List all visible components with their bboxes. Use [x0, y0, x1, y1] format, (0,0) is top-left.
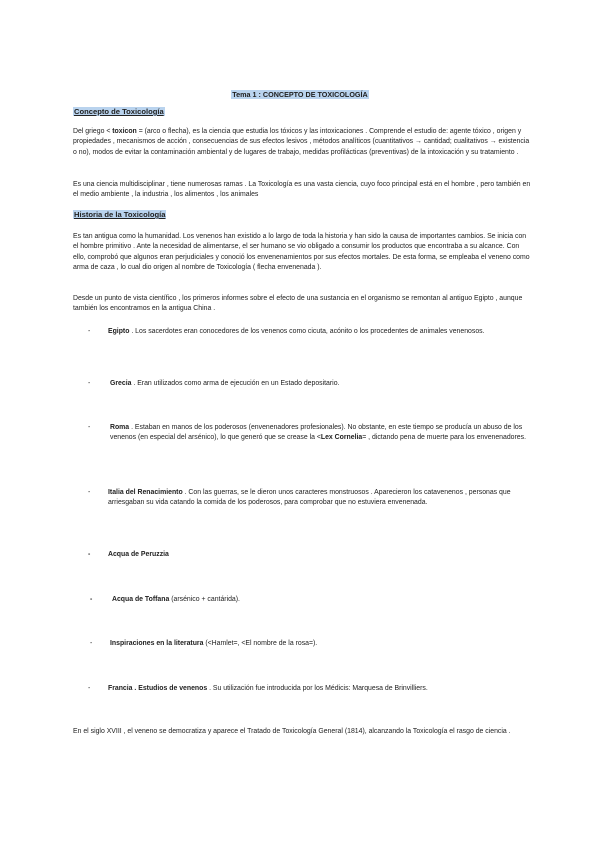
title-container [0, 84, 600, 102]
section-heading-historia: Historia de la Toxicología [74, 210, 166, 219]
list-item-term: Francia . Estudios de venenos [108, 685, 208, 692]
closing-paragraph: En el siglo XVIII , el veneno se democratiza y aparece el Tratado de Toxicología General (1814), alcanzando la Toxicología el rasgo de ciencia . [73, 728, 511, 735]
list-bullet: - [88, 424, 91, 431]
list-bullet: - [88, 380, 91, 387]
list-bullet: - [88, 685, 91, 692]
list-item-text: (arsénico + cantárida). [169, 596, 240, 603]
list-item-text: . Los sacerdotes eran conocedores de los venenos como cicuta, acónito o los procedentes de animales venenosos. [129, 328, 485, 335]
paragraph-rest: = (arco o flecha), es la ciencia que estudia los tóxicos y las intoxicaciones . Comprende el estudio de: agente tóxico , origen y propiedades , mecanismos de acción , consecuencias de sus efectos lesivos , métodos analíticos (cuantitativos → cantidad; cualitativos → existencia o no), modos de evitar la contaminación ambiental y de lugares de trabajo, medidas profilácticas (preventivas) de la intoxicación y su tratamiento . [73, 128, 530, 156]
list-item-term: Acqua de Toffana [112, 596, 170, 603]
list-item-text-2: = , dictando pena de muerte para los envenenadores. [362, 434, 527, 442]
paragraph-historia-1: Es tan antigua como la humanidad. Los venenos han existido a lo largo de toda la historia y han sido la causa de importantes cambios. Se inicia con el hombre primitivo . Ante la necesidad de alimentarse, el ser humano se vio obligado a consumir los productos que encontraba a su alcance. Con ello, comprobó que algunos eran perjudiciales y conoció los envenenamientos por sus efectos mortales. De esta forma, se empleaba el veneno como arma de caza , lo cual dio origen al nombre de Toxicología ( flecha envenenada ). [73, 233, 530, 272]
document-title: Tema 1 : CONCEPTO DE TOXICOLOGÍA [232, 90, 368, 99]
list-item-term: Italia del Renacimiento [108, 489, 183, 496]
list-item-term: Egipto [108, 328, 130, 335]
list-bullet: - [88, 551, 91, 558]
list-item-text: (<Hamlet=, <El nombre de la rosa=). [203, 640, 318, 647]
list-bullet: - [90, 596, 93, 603]
paragraph-prefix: Del griego < [73, 128, 113, 135]
list-item-term-lex: Lex Cornelia [320, 434, 363, 442]
paragraph-concepto-1 [73, 127, 531, 158]
list-bullet: - [88, 489, 91, 496]
section-heading-concepto: Concepto de Toxicología [74, 107, 164, 116]
list-bullet: - [88, 328, 91, 335]
list-bullet: - [90, 640, 93, 647]
list-item-term: Acqua de Peruzzia [108, 551, 169, 558]
list-item-term: Roma [110, 424, 130, 431]
list-item-term: Inspiraciones en la literatura [110, 640, 204, 647]
list-item-text: . Eran utilizados como arma de ejecución en un Estado depositario. [131, 380, 340, 387]
list-item-term: Grecia [110, 380, 132, 387]
list-item-text: . Su utilización fue introducida por los Médicis: Marquesa de Brinvilliers. [207, 685, 428, 692]
paragraph-concepto-2: Es una ciencia multidisciplinar , tiene numerosas ramas . La Toxicología es una vasta ciencia, cuyo foco principal está en el hombre , pero también en el medio ambiente , la industria , los alimentos , los animales [73, 181, 531, 199]
list-item-text: . Estaban en manos de los poderosos (envenenadores profesionales). No obstante, en este tiempo se producía un abuso de los venenos (en especial del arsénico), lo que generó que se crease la < [110, 424, 523, 442]
list-item-text: . Con las guerras, se le dieron unos caracteres monstruosos . Aparecieron los catavenenos , personas que arriesgaban su vida catando la comida de los poderosos, para comprobar que no estuviera envenenada. [108, 489, 511, 507]
term-toxicon: toxicon [112, 128, 137, 135]
paragraph-historia-2: Desde un punto de vista científico , los primeros informes sobre el efecto de una sustancia en el organismo se remontan al antiguo Egipto , aunque también los encontramos en la antigua China . [73, 295, 523, 313]
